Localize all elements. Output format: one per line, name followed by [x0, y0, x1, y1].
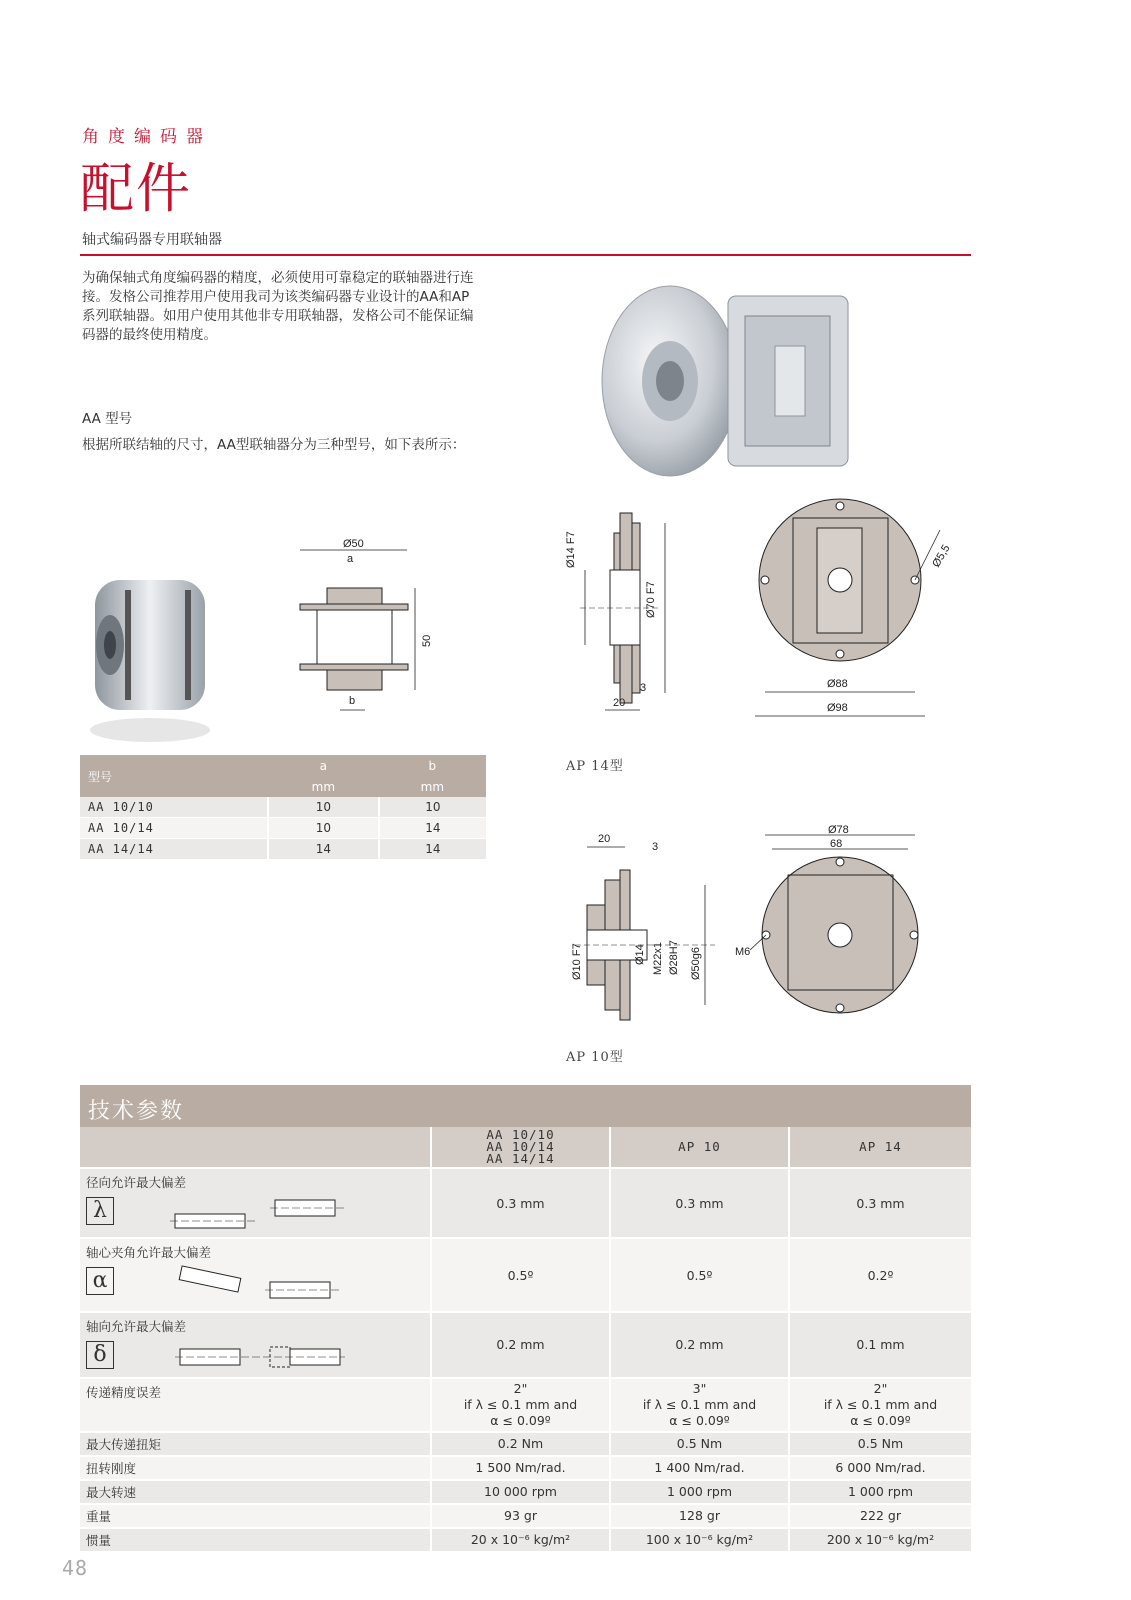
- inertia-ap14: 200 x 10⁻⁶ kg/m²: [789, 1528, 971, 1552]
- aa-col-b-unit: mm: [379, 776, 486, 797]
- page-subtitle: 轴式编码器专用联轴器: [82, 232, 222, 248]
- ap-coupling-photo: [600, 276, 890, 486]
- torque-ap14: 0.5 Nm: [789, 1432, 971, 1456]
- radial-label: 径向允许最大偏差: [86, 1175, 187, 1190]
- tech-col-aa-1: AA 10/10: [486, 1127, 555, 1142]
- accuracy-ap14-cond2: α ≤ 0.09º: [850, 1412, 911, 1428]
- aa-dim-b: b: [349, 695, 356, 707]
- stiffness-ap14: 6 000 Nm/rad.: [789, 1456, 971, 1480]
- inertia-label: 惯量: [80, 1528, 431, 1552]
- accuracy-ap10-value: 3": [692, 1380, 707, 1396]
- aa-dim-d50: Ø50: [343, 538, 364, 550]
- delta-symbol: δ: [86, 1341, 114, 1369]
- ap10-dim-3: 3: [652, 841, 659, 853]
- ap10-dim-d50: Ø50g6: [690, 946, 702, 980]
- table-row: [80, 1312, 971, 1378]
- tech-params-title: 技术参数: [80, 1085, 971, 1127]
- stiffness-ap10: 1 400 Nm/rad.: [610, 1456, 789, 1480]
- ap14-dim-3: 3: [640, 682, 647, 694]
- stiffness-aa: 1 500 Nm/rad.: [431, 1456, 610, 1480]
- inertia-aa: 20 x 10⁻⁶ kg/m²: [431, 1528, 610, 1552]
- tech-col-aa-3: AA 14/14: [486, 1151, 555, 1166]
- accuracy-ap10-cond2: α ≤ 0.09º: [669, 1412, 730, 1428]
- ap10-dim-68: 68: [830, 838, 843, 850]
- ap10-front-drawing: [735, 824, 940, 1030]
- ap14-dim-d55: Ø5,5: [930, 542, 953, 570]
- torque-label: 最大传递扭矩: [80, 1432, 431, 1456]
- aa-a: 14: [268, 839, 379, 860]
- tech-header-blank: [80, 1127, 431, 1168]
- ap14-dim-d98: Ø98: [827, 702, 848, 714]
- accuracy-aa-cond1: if λ ≤ 0.1 mm and: [463, 1396, 578, 1412]
- aa-section-heading: AA 型号: [82, 411, 133, 427]
- aa-b: 14: [379, 818, 486, 839]
- aa-coupling-photo: [80, 570, 220, 745]
- speed-aa: 10 000 rpm: [431, 1480, 610, 1504]
- radial-misalignment-icon: [130, 1196, 330, 1232]
- aa-dim-a: a: [347, 553, 354, 565]
- table-row: [80, 1456, 971, 1480]
- table-row: [80, 1378, 971, 1432]
- tech-col-aa: [431, 1127, 610, 1168]
- tech-header-row: [80, 1127, 971, 1168]
- aa-col-a-unit: mm: [268, 776, 379, 797]
- weight-ap10: 128 gr: [610, 1504, 789, 1528]
- table-row: [80, 1432, 971, 1456]
- tech-row-label: [80, 1168, 431, 1238]
- lambda-symbol: λ: [86, 1197, 114, 1225]
- accuracy-aa: [431, 1378, 610, 1432]
- ap10-dim-d10: Ø10 F7: [571, 943, 583, 980]
- axial-label: 轴向允许最大偏差: [86, 1319, 187, 1334]
- torque-aa: 0.2 Nm: [431, 1432, 610, 1456]
- angular-label: 轴心夹角允许最大偏差: [86, 1245, 212, 1260]
- ap14-dim-d70: Ø70 F7: [645, 581, 657, 618]
- tech-params-table: [80, 1127, 971, 1553]
- radial-ap10: 0.3 mm: [610, 1168, 789, 1238]
- ap14-dim-d88: Ø88: [827, 678, 848, 690]
- angular-misalignment-icon: [130, 1264, 340, 1304]
- tech-col-ap14: AP 14: [789, 1127, 971, 1168]
- ap14-front-drawing: [755, 500, 970, 740]
- tech-col-aa-2: AA 10/14: [486, 1139, 555, 1154]
- aa-col-a: a: [268, 755, 379, 776]
- aa-model: AA 10/14: [80, 818, 268, 839]
- tech-row-label: [80, 1312, 431, 1378]
- title-rule: [80, 254, 971, 256]
- ap10-dim-d78: Ø78: [828, 824, 849, 836]
- weight-aa: 93 gr: [431, 1504, 610, 1528]
- table-row: [80, 818, 486, 839]
- ap10-dim-d14: Ø14: [634, 944, 646, 965]
- aa-b: 10: [379, 797, 486, 818]
- radial-ap14: 0.3 mm: [789, 1168, 971, 1238]
- ap10-dim-m6: M6: [735, 946, 751, 958]
- ap14-side-drawing: [560, 508, 680, 733]
- inertia-ap10: 100 x 10⁻⁶ kg/m²: [610, 1528, 789, 1552]
- table-row: [80, 1168, 971, 1238]
- section-label: 角度编码器: [82, 127, 212, 147]
- accuracy-label: 传递精度误差: [80, 1378, 431, 1432]
- aa-models-table: [80, 755, 486, 860]
- axial-ap10: 0.2 mm: [610, 1312, 789, 1378]
- table-row: [80, 1528, 971, 1552]
- aa-col-model: 型号: [80, 755, 268, 797]
- table-row: [80, 1504, 971, 1528]
- aa-model: AA 10/10: [80, 797, 268, 818]
- speed-label: 最大转速: [80, 1480, 431, 1504]
- angular-ap10: 0.5º: [610, 1238, 789, 1312]
- radial-aa: 0.3 mm: [431, 1168, 610, 1238]
- ap14-dim-20: 20: [613, 697, 626, 709]
- table-row: [80, 839, 486, 860]
- aa-col-b: b: [379, 755, 486, 776]
- speed-ap10: 1 000 rpm: [610, 1480, 789, 1504]
- aa-model: AA 14/14: [80, 839, 268, 860]
- stiffness-label: 扭转刚度: [80, 1456, 431, 1480]
- aa-technical-drawing: [295, 538, 445, 723]
- ap10-caption: AP 10型: [566, 1050, 624, 1065]
- accuracy-ap14: [789, 1378, 971, 1432]
- page-number: 48: [62, 1556, 89, 1580]
- axial-ap14: 0.1 mm: [789, 1312, 971, 1378]
- ap10-dim-20: 20: [598, 833, 611, 845]
- intro-paragraph: 为确保轴式角度编码器的精度，必须使用可靠稳定的联轴器进行连接。发格公司推荐用户使用我司为该类编码器专业设计的AA和AP系列联轴器。如用户使用其他非专用联轴器，发格公司不能保证编码器的最终使用精度。: [82, 270, 474, 343]
- alpha-symbol: α: [86, 1267, 114, 1295]
- page-title: 配件: [80, 157, 192, 220]
- ap10-dim-d28: Ø28H7: [668, 940, 680, 975]
- angular-aa: 0.5º: [431, 1238, 610, 1312]
- aa-b: 14: [379, 839, 486, 860]
- table-row: [80, 797, 486, 818]
- weight-label: 重量: [80, 1504, 431, 1528]
- ap10-dim-m22: M22x1: [652, 941, 664, 975]
- accuracy-aa-value: 2": [513, 1380, 528, 1396]
- aa-dim-50: 50: [421, 634, 433, 647]
- tech-params-section: [80, 1085, 971, 1553]
- ap10-side-drawing: [565, 825, 725, 1030]
- speed-ap14: 1 000 rpm: [789, 1480, 971, 1504]
- weight-ap14: 222 gr: [789, 1504, 971, 1528]
- aa-section-description: 根据所联结轴的尺寸，AA型联轴器分为三种型号，如下表所示：: [82, 437, 466, 453]
- ap14-caption: AP 14型: [566, 759, 624, 774]
- table-row: [80, 1238, 971, 1312]
- accuracy-ap14-value: 2": [873, 1380, 888, 1396]
- tech-row-label: [80, 1238, 431, 1312]
- axial-misalignment-icon: [130, 1343, 340, 1373]
- aa-a: 10: [268, 797, 379, 818]
- accuracy-ap14-cond1: if λ ≤ 0.1 mm and: [823, 1396, 938, 1412]
- tech-col-ap10: AP 10: [610, 1127, 789, 1168]
- accuracy-aa-cond2: α ≤ 0.09º: [490, 1412, 551, 1428]
- accuracy-ap10: [610, 1378, 789, 1432]
- accuracy-ap10-cond1: if λ ≤ 0.1 mm and: [642, 1396, 757, 1412]
- axial-aa: 0.2 mm: [431, 1312, 610, 1378]
- table-row: [80, 1480, 971, 1504]
- ap14-dim-d14: Ø14 F7: [565, 531, 577, 568]
- aa-a: 10: [268, 818, 379, 839]
- torque-ap10: 0.5 Nm: [610, 1432, 789, 1456]
- angular-ap14: 0.2º: [789, 1238, 971, 1312]
